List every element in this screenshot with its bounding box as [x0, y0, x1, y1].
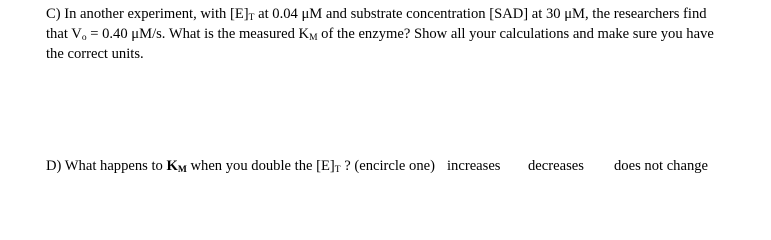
subscript-m: M	[309, 33, 318, 43]
question-c-text: = 0.40 μM/s. What is the measured K	[86, 26, 310, 42]
question-c-text: C) In another experiment, with [E]	[46, 6, 249, 22]
question-c-text: at 0.04 μM and substrate concentration [SAD] at 30 μM, the researchers find	[254, 6, 707, 22]
question-c	[46, 4, 746, 64]
question-d	[46, 156, 709, 176]
option-increases[interactable]: increases	[447, 158, 501, 174]
question-d-middle: when you double the [E]	[186, 158, 335, 174]
question-c-text: that V	[46, 26, 82, 42]
km-subscript: M	[177, 165, 187, 175]
question-c-line-1	[46, 4, 746, 24]
question-c-text: of the enzyme? Show all your calculations and make sure you have	[317, 26, 714, 42]
km-main: K	[166, 158, 178, 174]
question-c-line-2	[46, 24, 746, 44]
question-d-prefix: D) What happens to	[46, 158, 167, 174]
subscript-o: o	[81, 33, 87, 43]
question-d-suffix: ? (encircle one)	[340, 158, 435, 174]
option-decreases[interactable]: decreases	[528, 158, 584, 174]
subscript-t: T	[334, 165, 341, 175]
km-symbol	[167, 158, 187, 174]
option-does-not-change[interactable]: does not change	[614, 158, 709, 174]
subscript-t: T	[248, 13, 255, 23]
question-c-line-3: the correct units.	[46, 46, 144, 62]
